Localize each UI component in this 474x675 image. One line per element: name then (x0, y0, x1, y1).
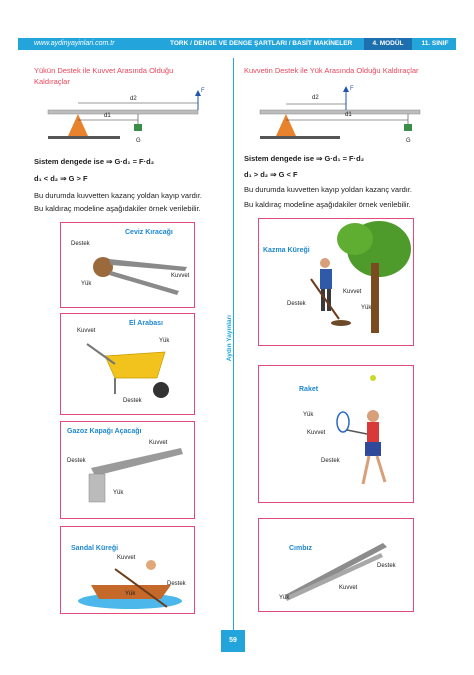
right-section-title: Kuvvetin Destek ile Yük Arasında Olduğu Kaldıraçlar (244, 66, 419, 75)
grade-badge: 11. SINIF (421, 40, 449, 47)
card-label: Yük (303, 412, 314, 418)
card-title: El Arabası (129, 320, 163, 327)
brand-vertical (226, 315, 242, 405)
left-section-title-2: Kaldıraçlar (34, 77, 70, 86)
right-d2-label: d2 (312, 95, 319, 101)
card-tweezers (258, 518, 414, 612)
card-label: Destek (377, 563, 396, 569)
right-text-2: Bu kaldıraç modeline aşağıdakiler örnek verilebilir. (244, 200, 411, 209)
website-label: www.aydinyayinlari.com.tr (34, 40, 115, 47)
wheelbarrow-icon (85, 334, 190, 404)
left-d1-label: d1 (104, 113, 111, 119)
card-shovel (258, 218, 414, 346)
right-lever-diagram (250, 80, 425, 150)
left-equation-2: d₁ < d₂ ⇒ G > F (34, 174, 88, 183)
left-text-1: Bu durumda kuvvetten kazanç yoldan kayıp vardır. (34, 191, 203, 200)
card-title: Ceviz Kıracağı (125, 229, 173, 236)
brand-label: Aydın Yayınları (226, 315, 233, 362)
card-label: Destek (321, 458, 340, 464)
card-label: Kuvvet (339, 585, 358, 591)
card-label: Destek (167, 581, 186, 587)
card-label: Yük (125, 591, 136, 597)
page-number: 59 (221, 630, 245, 652)
card-label: Yük (361, 305, 372, 311)
card-title: Raket (299, 386, 319, 393)
card-racket (258, 365, 414, 503)
right-weight-label: G (406, 138, 411, 144)
card-label: Destek (123, 398, 142, 404)
card-label: Yük (81, 281, 92, 287)
right-d1-label: d1 (345, 112, 352, 118)
nutcracker-icon (89, 241, 189, 301)
left-d2-label: d2 (130, 96, 137, 102)
card-nutcracker (60, 222, 195, 308)
left-section-title-1: Yükün Destek ile Kuvvet Arasında Olduğu (34, 66, 174, 75)
card-label: Kuvvet (343, 289, 362, 295)
card-label: Destek (287, 301, 306, 307)
card-title: Gazoz Kapağı Açacağı (67, 428, 142, 435)
card-label: Kuvvet (149, 440, 168, 446)
card-title: Kazma Küreği (263, 247, 310, 254)
card-label: Yük (159, 338, 170, 344)
bottle-opener-icon (81, 444, 191, 512)
tennis-player-icon (319, 374, 409, 498)
shovel-scene-icon (289, 219, 413, 343)
right-equation-1: Sistem dengede ise ⇒ G·d₁ = F·d₂ (244, 154, 365, 163)
card-label: Yük (113, 490, 124, 496)
card-title: Sandal Küreği (71, 545, 119, 552)
left-force-label: F (201, 88, 205, 94)
card-label: Kuvvet (307, 430, 326, 436)
card-label: Kuvvet (117, 555, 136, 561)
right-text-1: Bu durumda kuvvetten kayıp yoldan kazanç vardır. (244, 185, 413, 194)
card-label: Kuvvet (77, 328, 96, 334)
card-title: Cımbız (289, 545, 312, 552)
right-force-label: F (350, 86, 354, 92)
card-label: Destek (71, 241, 90, 247)
left-equation-1: Sistem dengede ise ⇒ G·d₁ = F·d₂ (34, 157, 155, 166)
left-text-2: Bu kaldıraç modeline aşağıdakiler örnek verilebilir. (34, 204, 201, 213)
card-oar (60, 526, 195, 614)
card-wheelbarrow (60, 313, 195, 415)
topic-label: TORK / DENGE VE DENGE ŞARTLARI / BASİT MAKİNELER (170, 40, 353, 47)
tweezers-icon (279, 537, 409, 607)
card-bottle-opener (60, 421, 195, 519)
card-label: Yük (279, 595, 290, 601)
card-label: Kuvvet (171, 273, 190, 279)
card-label: Destek (67, 458, 86, 464)
left-lever-diagram (40, 88, 205, 150)
right-equation-2: d₁ > d₂ ⇒ G < F (244, 170, 298, 179)
left-weight-label: G (136, 138, 141, 144)
module-badge: 4. MODÜL (364, 38, 412, 50)
